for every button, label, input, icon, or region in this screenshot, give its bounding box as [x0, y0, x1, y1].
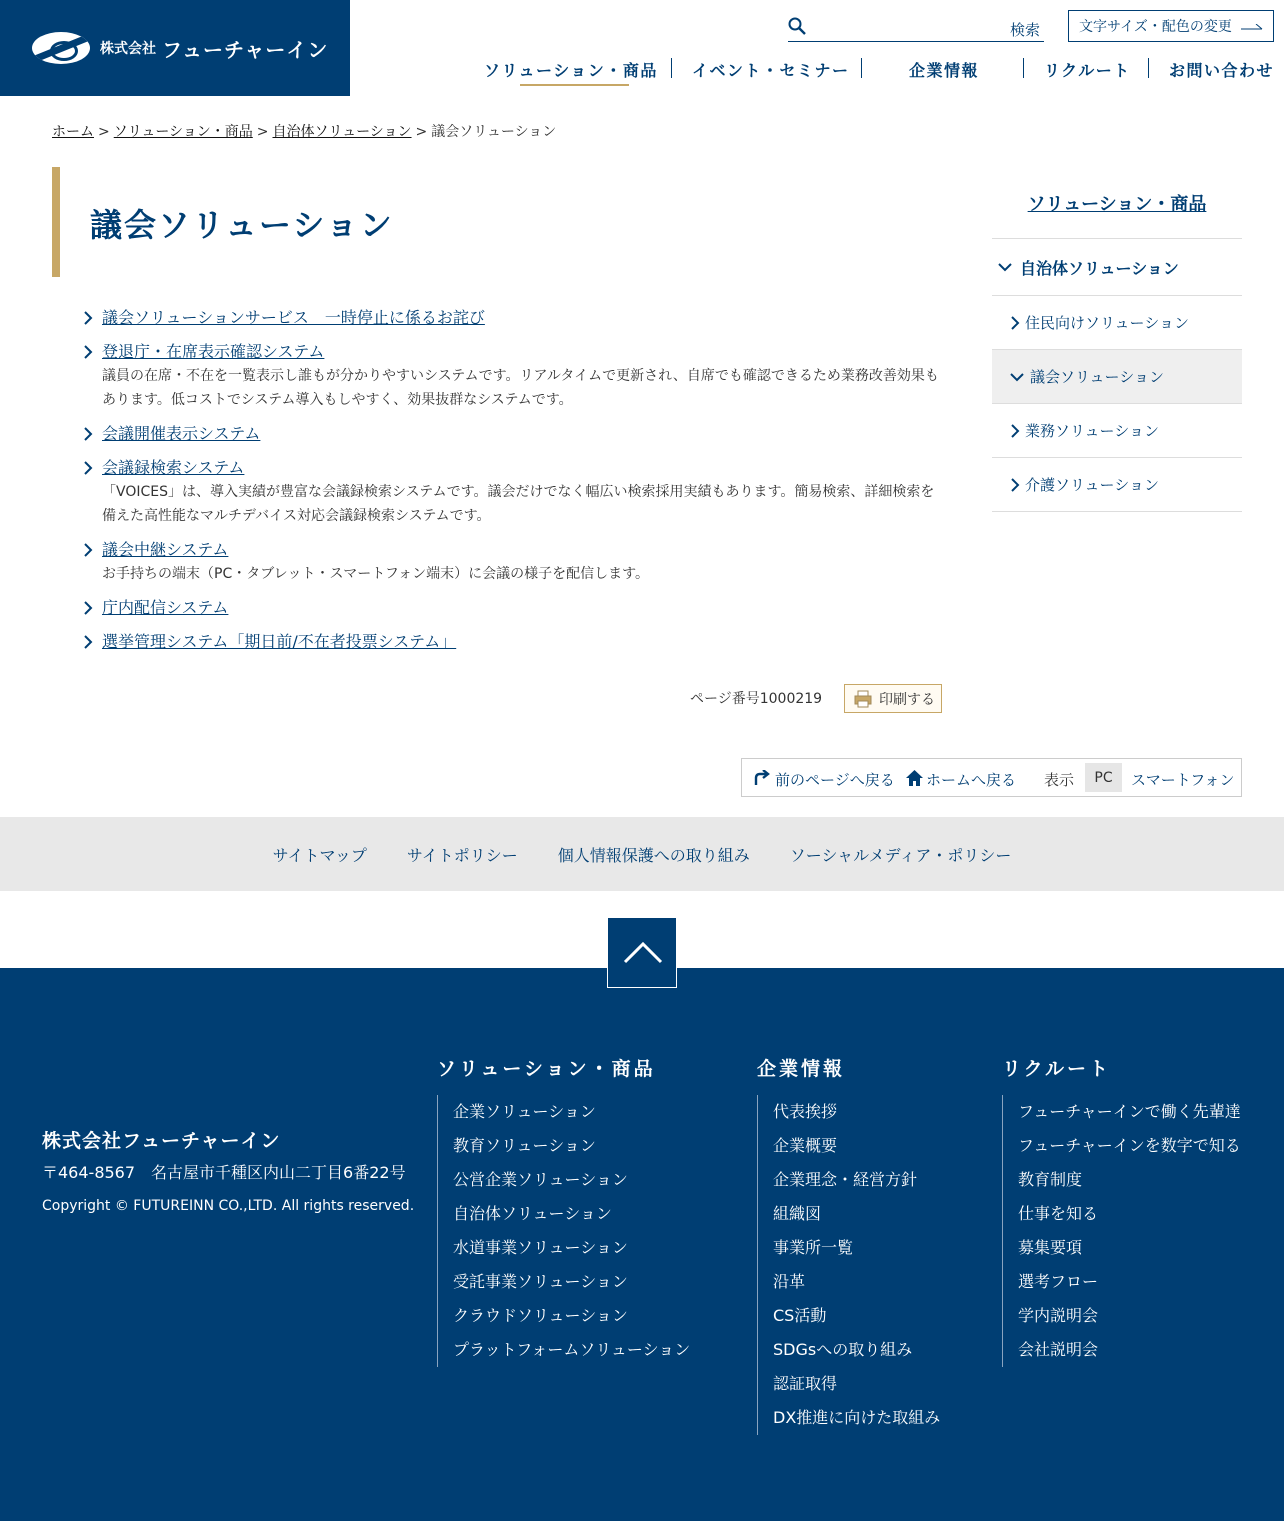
sidebar-item-label: 介護ソリューション — [1025, 476, 1159, 494]
site-footer — [0, 968, 1284, 1521]
footer-link[interactable]: 代表挨拶 — [773, 1102, 838, 1121]
chevron-right-icon — [82, 600, 94, 616]
footer-link[interactable]: 組織図 — [773, 1204, 822, 1223]
sidebar-item-municipal[interactable] — [992, 239, 1242, 296]
chevron-down-icon — [998, 262, 1012, 272]
breadcrumb-municipal[interactable]: 自治体ソリューション — [272, 124, 412, 140]
back-arrow-icon — [752, 770, 770, 786]
list-item — [80, 456, 940, 528]
arrow-right-icon — [1241, 24, 1263, 30]
breadcrumb: ホーム > ソリューション・商品 > 自治体ソリューション > 議会ソリューション — [52, 124, 557, 140]
footer-link[interactable]: 教育ソリューション — [453, 1136, 596, 1155]
sidebar-item-label: 業務ソリューション — [1025, 422, 1159, 440]
link-meeting-display[interactable]: 会議開催表示システム — [102, 424, 261, 443]
search-button[interactable]: 検索 — [1009, 21, 1040, 39]
chevron-right-icon — [82, 634, 94, 650]
footer-address: 〒464-8567 名古屋市千種区内山二丁目6番22号 — [42, 1163, 406, 1182]
footer-column-solutions — [437, 1054, 690, 1367]
footer-link[interactable]: SDGsへの取り組み — [773, 1340, 913, 1359]
chevron-up-icon — [623, 938, 663, 966]
list-item — [80, 596, 940, 620]
chevron-right-icon — [1010, 316, 1020, 330]
breadcrumb-current: 議会ソリューション — [431, 124, 557, 140]
gnav-separator — [861, 58, 862, 78]
footer-link[interactable]: 自治体ソリューション — [453, 1204, 612, 1223]
chevron-right-icon — [82, 310, 94, 326]
logo-text-big: フューチャーイン — [162, 37, 329, 62]
footer-column-recruit — [1002, 1054, 1241, 1367]
chevron-right-icon — [82, 542, 94, 558]
link-internal-broadcast[interactable]: 庁内配信システム — [102, 598, 229, 617]
gnav-contact[interactable]: お問い合わせ — [1169, 61, 1275, 80]
list-item — [80, 340, 940, 412]
list-item — [80, 538, 940, 586]
display-label: 表示 — [1044, 771, 1075, 789]
sidebar-item-label: 自治体ソリューション — [1020, 258, 1179, 278]
footer-link-policy[interactable]: サイトポリシー — [406, 845, 518, 865]
link-description: お手持ちの端末（PC・タブレット・スマートフォン端末）に会議の様子を配信します。 — [102, 566, 649, 582]
list-item — [80, 306, 940, 330]
footer-column-title[interactable]: ソリューション・商品 — [437, 1058, 656, 1080]
sidebar-item-care[interactable] — [992, 458, 1242, 512]
gnav-separator — [1023, 58, 1024, 78]
footer-company-name: 株式会社フューチャーイン — [42, 1130, 281, 1152]
breadcrumb-solutions[interactable]: ソリューション・商品 — [113, 124, 253, 140]
solution-link-list — [80, 306, 940, 654]
home-icon — [906, 770, 923, 786]
global-nav — [470, 58, 1284, 88]
footer-link[interactable]: 企業ソリューション — [453, 1102, 596, 1121]
title-accent-bar — [52, 167, 60, 277]
sidebar-title[interactable]: ソリューション・商品 — [1027, 194, 1207, 215]
footer-link[interactable]: 受託事業ソリューション — [453, 1272, 628, 1291]
footer-link[interactable]: DX推進に向けた取組み — [773, 1408, 941, 1427]
footer-link[interactable]: 事業所一覧 — [773, 1238, 854, 1257]
sidebar-item-label: 住民向けソリューション — [1025, 314, 1189, 332]
chevron-right-icon — [82, 460, 94, 476]
footer-link[interactable]: 水道事業ソリューション — [453, 1238, 628, 1257]
footer-link[interactable]: 公営企業ソリューション — [453, 1170, 628, 1189]
gnav-solutions[interactable]: ソリューション・商品 — [484, 61, 658, 80]
footer-link[interactable]: 企業理念・経営方針 — [773, 1170, 918, 1189]
footer-copyright: Copyright © FUTUREINN CO.,LTD. All rights reserved. — [42, 1198, 415, 1214]
chevron-right-icon — [82, 426, 94, 442]
footer-link[interactable]: 会社説明会 — [1018, 1340, 1099, 1359]
printer-icon — [853, 689, 873, 709]
chevron-down-icon — [1010, 372, 1024, 382]
chevron-right-icon — [82, 344, 94, 360]
footer-link[interactable]: CS活動 — [773, 1306, 827, 1325]
link-council-broadcast[interactable]: 議会中継システム — [102, 540, 229, 559]
fontsize-color-label: 文字サイズ・配色の変更 — [1079, 19, 1232, 35]
list-item — [80, 630, 940, 654]
logo-mark-icon — [32, 32, 90, 64]
footer-link-sitemap[interactable]: サイトマップ — [272, 845, 367, 865]
link-attendance-display[interactable]: 登退庁・在席表示確認システム — [102, 342, 325, 361]
link-description: 議員の在席・不在を一覧表示し誰もが分かりやすいシステムです。リアルタイムで更新され、自席でも確認できるため業務改善効果もあります。低コストでシステム導入もしやすく、効果抜群なシステムです。 — [102, 368, 939, 408]
link-election-system[interactable]: 選挙管理システム「期日前/不在者投票システム」 — [102, 632, 457, 651]
sidebar-nav — [992, 238, 1242, 512]
footer-link-privacy[interactable]: 個人情報保護への取り組み — [557, 845, 750, 865]
link-description: 「VOICES」は、導入実績が豊富な会議録検索システムです。議会だけでなく幅広い検索採用実績もあります。簡易検索、詳細検索を備えた高性能なマルチデバイス対応会議録検索システムです。 — [102, 484, 935, 524]
search-icon — [788, 17, 806, 35]
footer-link[interactable]: 認証取得 — [773, 1374, 838, 1393]
footer-link[interactable]: 仕事を知る — [1018, 1204, 1099, 1223]
back-page-link[interactable]: 前のページへ戻る — [775, 771, 895, 789]
sidebar-item-residents[interactable] — [992, 296, 1242, 350]
link-minutes-search[interactable]: 会議録検索システム — [102, 458, 245, 477]
gnav-separator — [1148, 58, 1149, 78]
chevron-right-icon — [1010, 424, 1020, 438]
home-link[interactable]: ホームへ戻る — [926, 771, 1017, 789]
search-input[interactable] — [812, 16, 992, 38]
logo-text-small: 株式会社 — [100, 41, 156, 57]
footer-link[interactable]: 選考フロー — [1018, 1272, 1099, 1291]
print-button[interactable] — [844, 684, 942, 713]
sidebar-item-label: 議会ソリューション — [1030, 368, 1164, 386]
footer-link[interactable]: 企業概要 — [773, 1136, 838, 1155]
print-label: 印刷する — [879, 691, 935, 708]
pc-mode-indicator: PC — [1085, 763, 1122, 792]
footer-link[interactable]: プラットフォームソリューション — [453, 1340, 691, 1359]
sidebar-item-council[interactable] — [992, 350, 1242, 404]
gnav-company[interactable]: 企業情報 — [909, 61, 980, 80]
footer-link[interactable]: 学内説明会 — [1018, 1306, 1099, 1325]
page-nav-bar — [741, 758, 1242, 797]
page-top-button[interactable] — [607, 917, 677, 988]
footer-link-social[interactable]: ソーシャルメディア・ポリシー — [789, 845, 1012, 865]
footer-column-title[interactable]: 企業情報 — [757, 1058, 846, 1080]
list-item — [80, 422, 940, 446]
fontsize-color-button[interactable] — [1068, 10, 1274, 42]
footer-link-bar — [0, 817, 1284, 891]
gnav-recruit[interactable]: リクルート — [1044, 61, 1131, 80]
sidebar-item-business[interactable] — [992, 404, 1242, 458]
search-bar — [788, 14, 1044, 42]
footer-link[interactable]: 教育制度 — [1018, 1170, 1083, 1189]
footer-link[interactable]: フューチャーインで働く先輩達 — [1018, 1102, 1241, 1121]
link-apology-notice[interactable]: 議会ソリューションサービス 一時停止に係るお詫び — [102, 308, 485, 327]
page-number: ページ番号1000219 — [690, 691, 823, 707]
footer-link[interactable]: 募集要項 — [1018, 1238, 1083, 1257]
footer-link[interactable]: フューチャーインを数字で知る — [1018, 1136, 1241, 1155]
footer-link[interactable]: クラウドソリューション — [453, 1306, 628, 1325]
footer-column-title[interactable]: リクルート — [1002, 1058, 1112, 1080]
breadcrumb-home[interactable]: ホーム — [52, 124, 94, 140]
site-logo[interactable] — [0, 0, 350, 96]
smartphone-mode-link[interactable]: スマートフォン — [1131, 771, 1235, 789]
gnav-events[interactable]: イベント・セミナー — [692, 61, 850, 80]
gnav-active-underline — [520, 84, 629, 86]
footer-column-company — [757, 1054, 940, 1435]
footer-link[interactable]: 沿革 — [773, 1272, 806, 1291]
page-title: 議会ソリューション — [90, 206, 394, 244]
chevron-right-icon — [1010, 478, 1020, 492]
gnav-separator — [671, 58, 672, 78]
